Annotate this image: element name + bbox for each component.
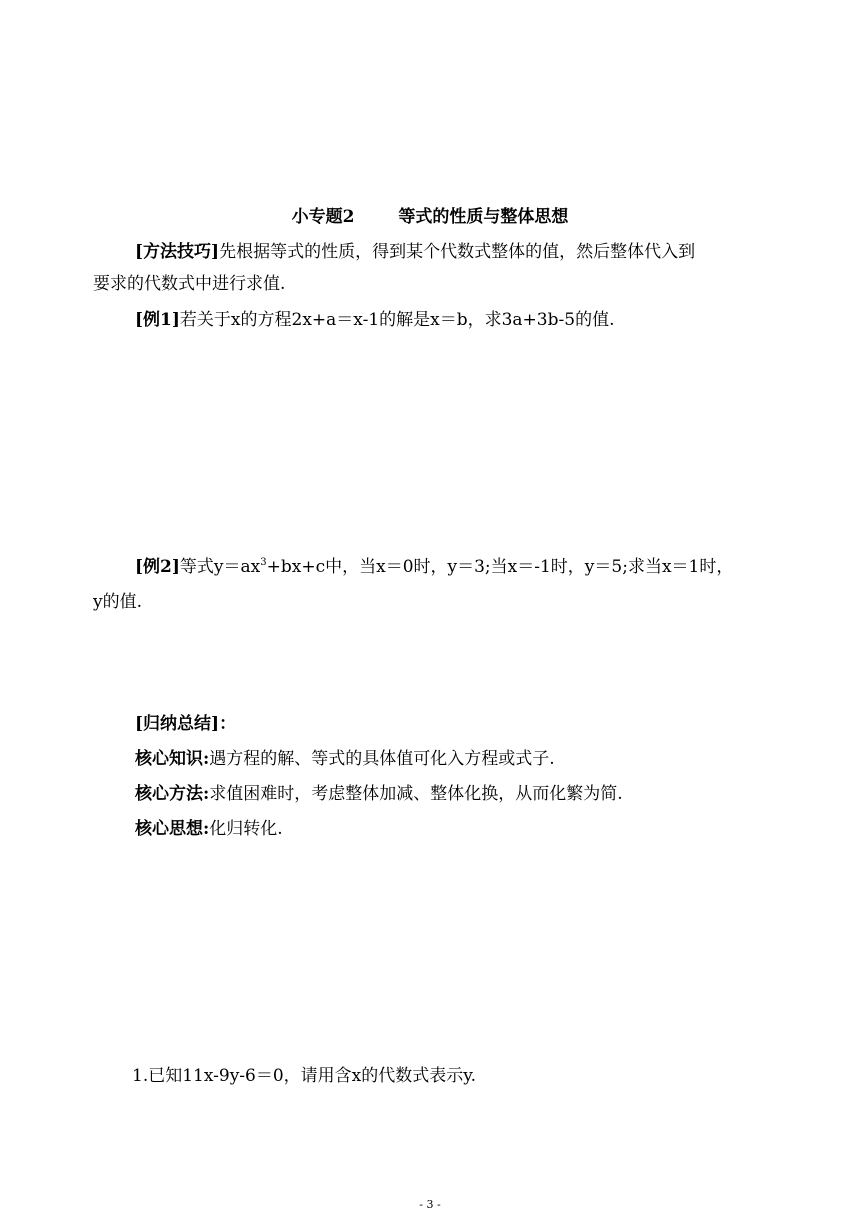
summary-heading: [归纳总结]：: [135, 714, 237, 734]
example2-text-b: +bx+c中，当x＝0时，y＝3;当x＝-1时，y＝5;求当x＝1时，: [266, 557, 734, 577]
example2-line2: y的值.: [93, 592, 143, 612]
example2-exponent: 3: [260, 557, 267, 568]
summary-idea: [135, 817, 283, 841]
page-title: [0, 205, 860, 229]
page-number: - 3 -: [419, 1198, 441, 1211]
summary-knowledge-label: 核心知识:: [135, 749, 210, 769]
summary-method-text: 求值困难时，考虑整体加减、整体化换，从而化繁为简.: [209, 784, 623, 804]
summary-method: [135, 782, 623, 806]
method-tip-label: [方法技巧]: [135, 242, 220, 262]
example1-text: 若关于x的方程2x+a＝x-1的解是x＝b，求3a+3b-5的值.: [179, 310, 615, 330]
summary-idea-label: 核心思想:: [135, 819, 210, 839]
exercise-1: 1.已知11x-9y-6＝0，请用含x的代数式表示y.: [132, 1066, 477, 1086]
example1-label: [例1]: [135, 310, 180, 330]
summary-knowledge-text: 遇方程的解、等式的具体值可化入方程或式子.: [209, 749, 555, 769]
summary-idea-text: 化归转化.: [209, 819, 283, 839]
method-tip-text: 先根据等式的性质，得到某个代数式整体的值，然后整体代入到: [219, 242, 696, 262]
title-prefix: 小专题2: [291, 207, 355, 227]
example2-line1: [135, 555, 733, 579]
method-tip-line1: [135, 240, 695, 264]
example2-text-a: 等式y＝ax: [179, 557, 261, 577]
title-main: 等式的性质与整体思想: [398, 207, 569, 227]
example2-label: [例2]: [135, 557, 180, 577]
example1: [135, 308, 614, 332]
summary-method-label: 核心方法:: [135, 784, 210, 804]
summary-knowledge: [135, 747, 555, 771]
method-tip-line2: 要求的代数式中进行求值.: [93, 274, 286, 294]
